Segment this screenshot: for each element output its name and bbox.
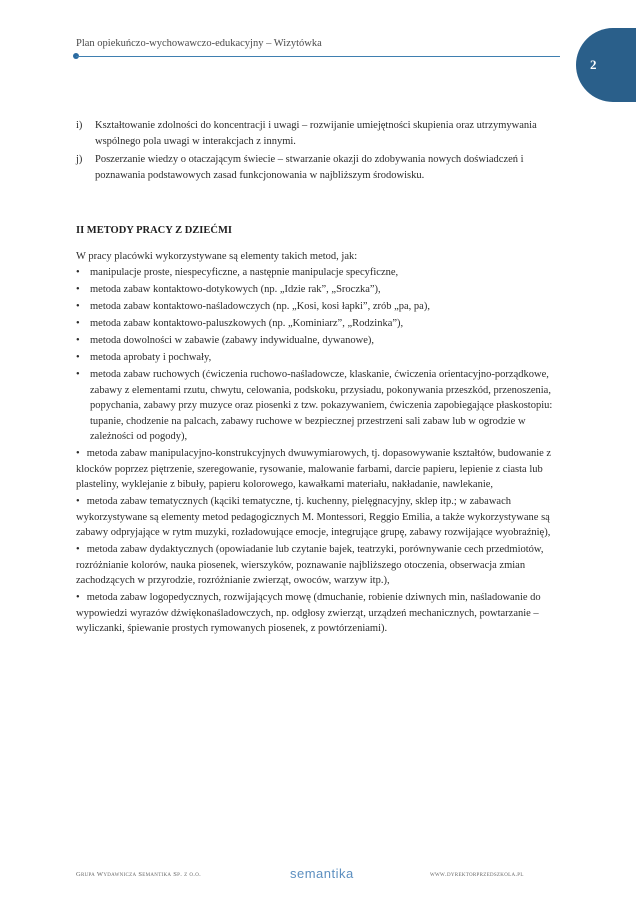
footer-website: www.dyrektorprzedszkola.pl xyxy=(430,871,524,878)
bullet-marker: • xyxy=(76,496,80,507)
method-list-item xyxy=(76,494,560,541)
document-body xyxy=(76,118,560,638)
list-item-text: Kształtowanie zdolności do koncentracji i uwagi – rozwijanie umiejętności skupienia oraz utrzymywania wspólnego pola uwagi w interakcjach z innymi. xyxy=(95,120,537,147)
footer-publisher: Grupa Wydawnicza Semantika Sp. z o.o. xyxy=(76,871,202,878)
bullet-marker: • xyxy=(76,267,80,278)
method-list-item xyxy=(76,282,560,298)
method-list-item xyxy=(76,299,560,315)
lettered-list xyxy=(76,118,560,183)
list-item xyxy=(76,152,560,183)
footer-logo: semantika xyxy=(290,866,354,881)
bullet-marker: • xyxy=(76,592,80,603)
method-list-item-text: metoda zabaw kontaktowo-dotykowych (np. „Idzie rak”, „Sroczka”), xyxy=(90,284,381,295)
method-list-item-text: metoda zabaw tematycznych (kąciki tematyczne, tj. kuchenny, pielęgnacyjny, sklep itp.; w zabawach wykorzystywane są elementy metod pedagogicznych M. Montessori, Reggio Emilia, a także wykorzystywane są zabawy odpryjające w rytm muzyki, rozładowujące emocje, integrujące grupę, zabawy rozwijające wyobraźnię), xyxy=(76,496,551,538)
method-list-item-text: metoda zabaw kontaktowo-naśladowczych (np. „Kosi, kosi łapki”, zrób „pa, pa), xyxy=(90,301,430,312)
bullet-marker: • xyxy=(76,369,80,380)
method-list-item xyxy=(76,265,560,281)
method-list-item xyxy=(76,542,560,589)
header-title: Plan opiekuńczo-wychowawczo-edukacyjny – Wizytówka xyxy=(76,38,322,49)
page-number-tab xyxy=(576,28,636,102)
list-item-marker: i) xyxy=(76,120,83,131)
bullet-marker: • xyxy=(76,301,80,312)
method-list-item xyxy=(76,367,560,445)
method-list-item-text: metoda zabaw kontaktowo-paluszkowych (np. „Kominiarz”, „Rodzinka”), xyxy=(90,318,404,329)
bullet-marker: • xyxy=(76,335,80,346)
method-list-item xyxy=(76,446,560,493)
bullet-marker: • xyxy=(76,544,80,555)
list-item-marker: j) xyxy=(76,154,83,165)
method-list-item xyxy=(76,350,560,366)
method-list-item-text: metoda zabaw logopedycznych, rozwijających mowę (dmuchanie, robienie dziwnych min, naśladowanie do wypowiedzi wyrazów dźwiękonaśladowczych, np. odgłosy zwierząt, urządzeń mechanicznych, powtarzanie – wyliczanki, śpiewanie prostych rymowanych piosenek, z powtórzeniami). xyxy=(76,592,541,634)
bullet-marker: • xyxy=(76,284,80,295)
list-item xyxy=(76,118,560,149)
method-list-item-text: metoda zabaw manipulacyjno-konstrukcyjnych dwuwymiarowych, tj. dopasowywanie kształtów, budowanie z klocków poprzez piętrzenie, szeregowanie, rysowanie, malowanie farbami, darcie papieru, lepienie z ciasta lub plasteliny, wyklejanie z bibuły, papieru kolorowego, kawałkami materiału, nakładanie, nawlekanie, xyxy=(76,448,552,490)
method-list-item xyxy=(76,333,560,349)
page-number: 2 xyxy=(590,57,597,72)
bullet-marker: • xyxy=(76,448,80,459)
section-intro: W pracy placówki wykorzystywane są elementy takich metod, jak: xyxy=(76,250,358,262)
method-list-item xyxy=(76,316,560,332)
list-item-text: Poszerzanie wiedzy o otaczającym świecie – stwarzanie okazji do zdobywania nowych doświadczeń i poznawania podstawowych zasad funkcjonowania w najbliższym środowisku. xyxy=(95,154,524,181)
method-list-item-text: metoda dowolności w zabawie (zabawy indywidualne, dywanowe), xyxy=(90,335,374,346)
method-list-item xyxy=(76,590,560,637)
method-list-item-text: metoda zabaw ruchowych (ćwiczenia ruchowo-naśladowcze, klaskanie, ćwiczenia orientacyjno-porządkowe, zabawy z elementami rzutu, chwytu, celowania, podskoku, przysiadu, pokonywania przeszkód, przenoszenia, popychania, zabawy przy muzyce oraz piosenki z tzw. pokazywaniem, ćwiczenia zapobiegające płaskostopiu: tupanie, chodzenie na palcach, zabawy ruchowe w bezpiecznej przestrzeni sali zabaw lub w ogrodzie w zależności od pogody), xyxy=(90,369,553,442)
header-rule xyxy=(76,56,560,57)
bullet-marker: • xyxy=(76,318,80,329)
method-list-item-text: manipulacje proste, niespecyficzne, a następnie manipulacje specyficzne, xyxy=(90,267,399,278)
bullet-marker: • xyxy=(76,352,80,363)
method-list-item-text: metoda zabaw dydaktycznych (opowiadanie lub czytanie bajek, teatrzyki, porównywanie cech przedmiotów, rozróżnianie kolorów, nauka piosenek, wierszyków, poznawanie najbliższego otoczenia, obserwacja zmian zachodzących w przyrodzie, rozróżnianie zwierząt, owoców, warzyw itp.), xyxy=(76,544,544,586)
method-list-item-text: metoda aprobaty i pochwały, xyxy=(90,352,212,363)
section-heading: II METODY PRACY Z DZIEĆMI xyxy=(76,225,232,236)
method-list xyxy=(76,265,560,637)
